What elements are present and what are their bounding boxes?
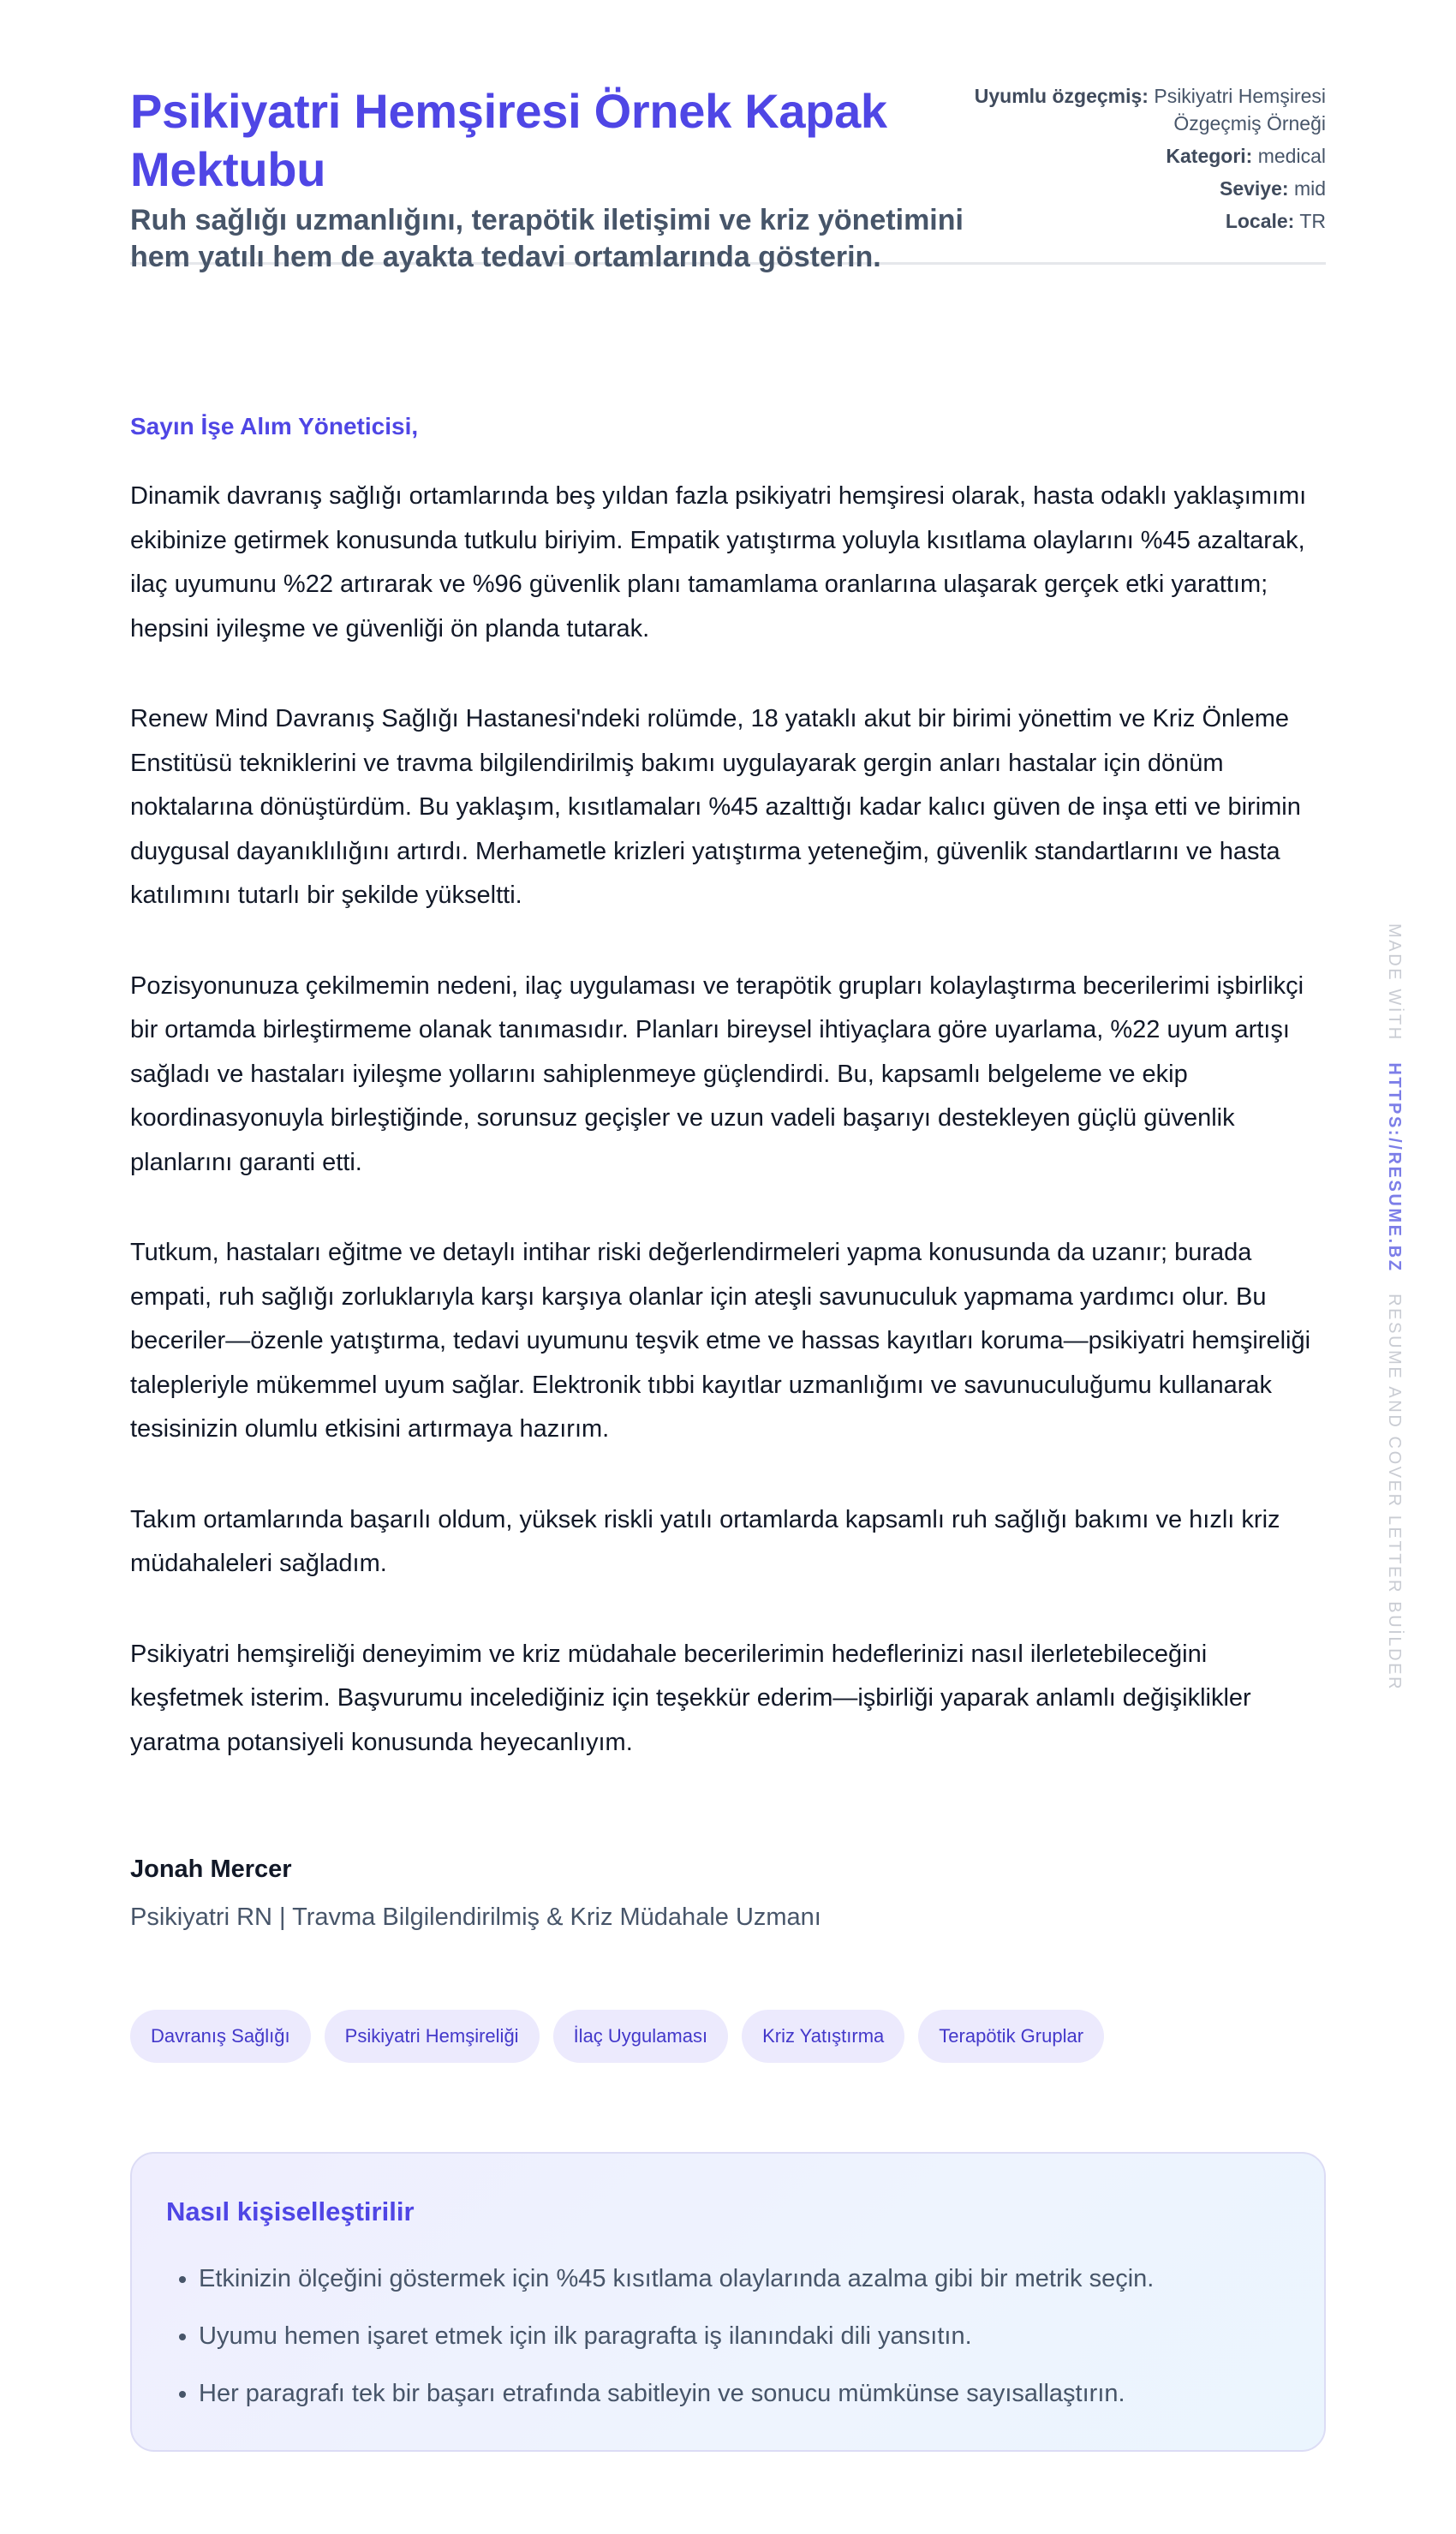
letter-paragraph: Psikiyatri hemşireliği deneyimim ve kriz müdahale becerilerimin hedeflerinizi nasıl ilerletebileceğini keşfetmek isterim. Başvurumu incelediğiniz için teşekkür ederim—işbirliği yaparak anlamlı değişiklikler yaratma potansiyeli konusunda heyecanlıyım. [130,1640,1251,1756]
letter-paragraph: Pozisyonunuza çekilmemin nedeni, ilaç uygulaması ve terapötik grupları kolaylaştırma becerilerimi işbirlikçi bir ortamda birleştirmeme olanak tanımasıdır. Planları bireysel ihtiyaçlara göre uyarlama, %22 uyum artışı sağladı ve hastaları iyileşme yollarını sahiplenmeye güçlendirdi. Bu, kapsamlı belgeleme ve ekip koordinasyonuyla birleştiğinde, sorunsuz geçişler ve uzun vadeli başarıyı destekleyen güçlü güvenlik planlarını garanti etti. [130,971,1304,1176]
signature-block [130,1850,821,1936]
meta-category [966,142,1326,170]
cover-letter-page [130,0,1326,2407]
tip-item: • Uyumu hemen işaret etmek için ilk paragrafta iş ilanındaki dili yansıtın. [199,2319,1290,2353]
skill-tag[interactable]: Kriz Yatıştırma [742,2010,904,2063]
meta-level [966,175,1326,202]
signature-title: Psikiyatri RN | Travma Bilgilendirilmiş & Kriz Müdahale Uzmanı [130,1903,821,1931]
watermark-prefix: MADE WİTH [1385,923,1404,1042]
meta-level-value: mid [1293,177,1326,200]
page-header [130,0,1326,273]
meta-panel [966,82,1326,240]
letter-paragraph: Dinamik davranış sağlığı ortamlarında beş yıldan fazla psikiyatri hemşiresi olarak, hasta odaklı yaklaşımımı ekibinize getirmek konusunda tutkulu biriyim. Empatik yatıştırma yoluyla kısıtlama olaylarını %45 azaltarak, ilaç uyumunu %22 artırarak ve %96 güvenlik planı tamamlama oranlarına ulaşarak gerçek etki yarattım; hepsini iyileşme ve güvenliği ön planda tutarak. [130,482,1307,642]
page-subtitle: Ruh sağlığı uzmanlığını, terapötik iletişimi ve kriz yönetimini hem yatılı hem de ayakta tedavi ortamlarında gösterin. [130,204,964,273]
meta-locale-value: TR [1299,210,1326,232]
tips-title: Nasıl kişiselleştirilir [166,2196,415,2226]
skill-tag[interactable]: Terapötik Gruplar [918,2010,1104,2063]
meta-resume-label: Uyumlu özgeçmiş: [974,85,1149,107]
customization-tips-card [130,2152,1326,2452]
watermark-link[interactable]: HTTPS://RESUME.BZ [1385,1062,1404,1273]
letter-greeting: Sayın İşe Alım Yöneticisi, [130,413,419,439]
letter-paragraph: Takım ortamlarında başarılı oldum, yüksek riskli yatılı ortamlarda kapsamlı ruh sağlığı bakımı ve hızlı kriz müdahaleleri sağladım. [130,1505,1280,1577]
page-title: Psikiyatri Hemşiresi Örnek Kapak Mektubu [130,84,887,196]
meta-locale-label: Locale: [1225,210,1295,232]
meta-locale [966,207,1326,235]
meta-category-value: medical [1257,145,1326,167]
skill-tag[interactable]: İlaç Uygulaması [553,2010,729,2063]
meta-level-label: Seviye: [1219,177,1289,200]
letter-body [130,475,1326,1811]
meta-resume-value[interactable]: Psikiyatri Hemşiresi Özgeçmiş Örneği [1154,85,1326,134]
tips-list [166,2262,1290,2411]
tip-item: • Etkinizin ölçeğini göstermek için %45 kısıtlama olaylarında azalma gibi bir metrik seçin. [199,2262,1290,2296]
skill-tags [130,2010,1104,2063]
skill-tag[interactable]: Davranış Sağlığı [130,2010,311,2063]
watermark-suffix: RESUME AND COVER LETTER BUİLDER [1385,1294,1404,1692]
tip-item: • Her paragrafı tek bir başarı etrafında sabitleyin ve sonucu mümkünse sayısallaştırın. [199,2376,1290,2411]
letter-paragraph: Renew Mind Davranış Sağlığı Hastanesi'ndeki rolümde, 18 yataklı akut bir birimi yönettim ve Kriz Önleme Enstitüsü tekniklerini ve travma bilgilendirilmiş bakımı uygulayarak gergin anları hastalar için dönüm noktalarına dönüştürdüm. Bu yaklaşım, kısıtlamaları %45 azalttığı kadar kalıcı güven de inşa etti ve birimin duygusal dayanıklılığını artırdı. Merhametle krizleri yatıştırma yeteneğim, güvenlik standartlarını ve hasta katılımını tutarlı bir şekilde yükseltti. [130,705,1301,909]
meta-resume [966,82,1326,137]
meta-category-label: Kategori: [1166,145,1253,167]
signature-name: Jonah Mercer [130,1856,292,1883]
letter-paragraph: Tutkum, hastaları eğitme ve detaylı intihar riski değerlendirmeleri yapma konusunda da uzanır; burada empati, ruh sağlığı zorluklarıyla karşı karşıya olanlar için ateşli savunuculuk yapmama yardımcı olur. Bu beceriler—özenle yatıştırma, tedavi uyumunu teşvik etme ve hassas kayıtları koruma—psikiyatri hemşireliği talepleriyle mükemmel uyum sağlar. Elektronik tıbbi kayıtlar uzmanlığımı ve savunuculuğumu kullanarak tesisinizin olumlu etkisini artırmaya hazırım. [130,1239,1311,1443]
vertical-watermark [1382,923,1417,1692]
skill-tag[interactable]: Psikiyatri Hemşireliği [325,2010,540,2063]
